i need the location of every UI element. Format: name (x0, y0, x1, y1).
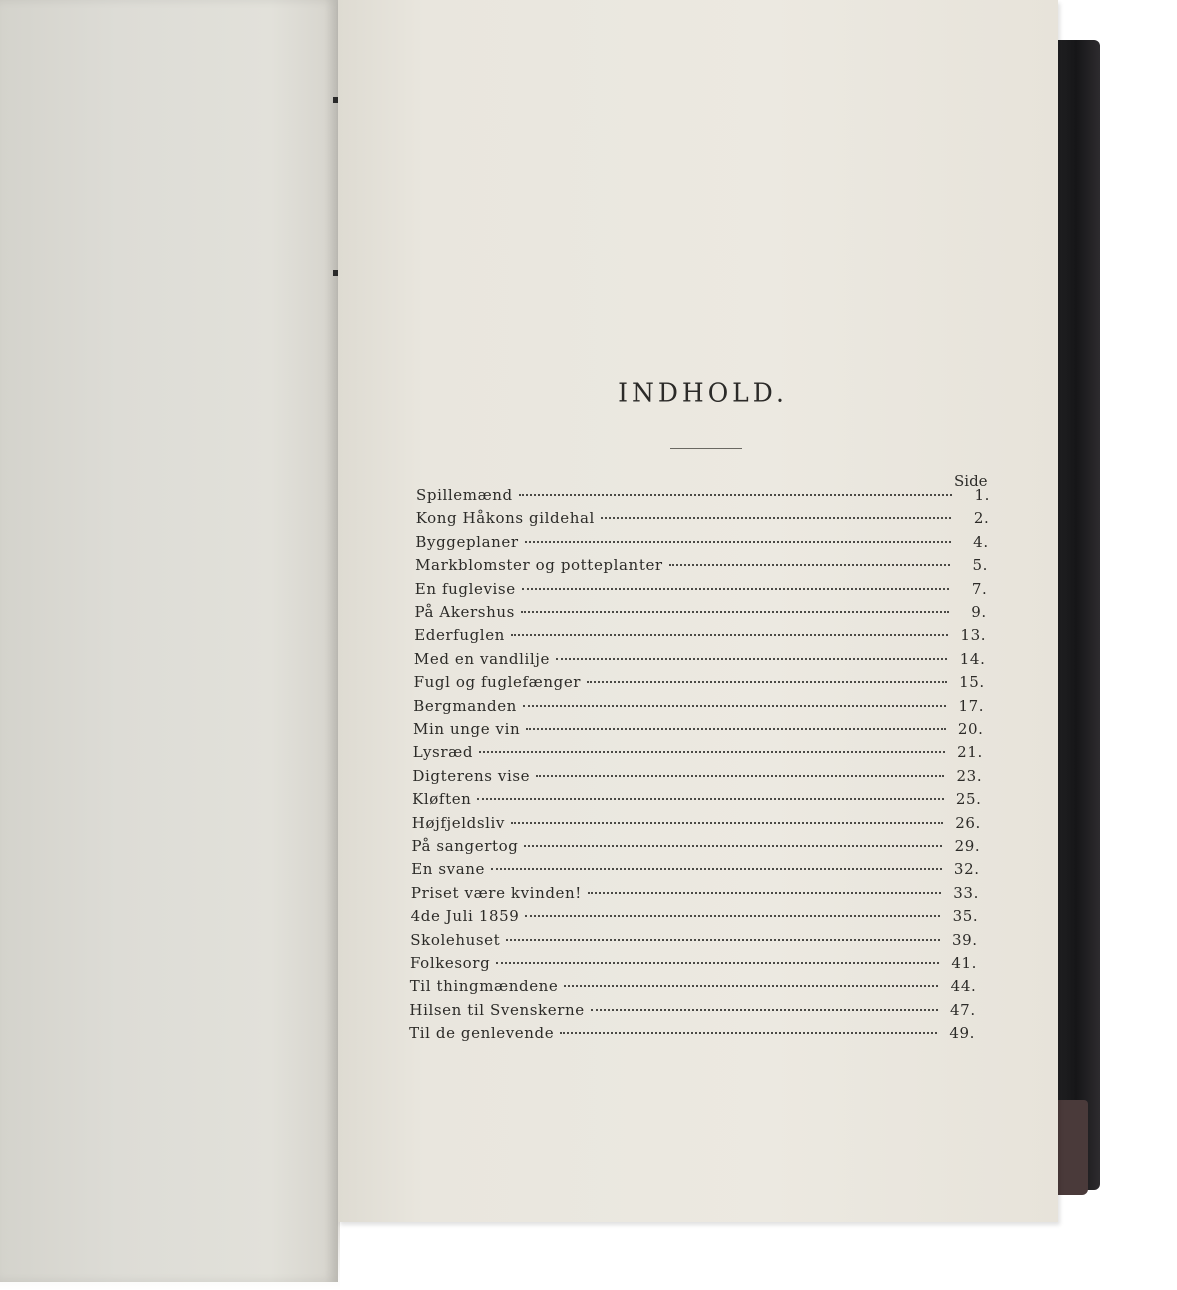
dot-leader (479, 751, 945, 753)
dot-leader (523, 705, 946, 707)
toc-entry (412, 790, 981, 812)
toc-entry (412, 767, 982, 789)
dot-leader (491, 868, 942, 870)
toc-entry-title: På Akershus (414, 603, 515, 621)
dot-leader (536, 775, 944, 777)
toc-entry-page: 5. (972, 556, 989, 575)
toc-entry-title: Skolehuset (410, 930, 501, 949)
toc-entry (413, 697, 984, 719)
dot-leader (524, 845, 942, 847)
toc-entry-title: Til de genlevende (409, 1024, 555, 1043)
toc-entry-page: 2. (973, 509, 990, 528)
toc-entry-title: Digterens vise (412, 766, 531, 785)
contents-page (338, 0, 1058, 1222)
toc-entry-title: Spillemænd (416, 486, 513, 504)
toc-entry-title: Lysræd (412, 743, 474, 762)
toc-entry-title: Bergmanden (413, 696, 517, 715)
dot-leader (511, 822, 943, 824)
toc-entry (416, 486, 990, 508)
toc-entry (416, 509, 990, 531)
toc-entry-title: 4de Juli 1859 (410, 907, 520, 926)
dot-leader (591, 1009, 938, 1011)
toc-entry (414, 626, 986, 648)
dot-leader (587, 681, 947, 683)
toc-entry-title: Kong Håkons gildehal (415, 509, 595, 528)
toc-entry (409, 1001, 975, 1023)
toc-entry (415, 556, 988, 578)
dot-leader (521, 611, 949, 613)
dot-leader (511, 634, 948, 636)
dot-leader (564, 985, 938, 987)
toc-entry-title: En svane (411, 860, 486, 879)
dot-leader (560, 1032, 937, 1034)
toc-entry-page: 23. (956, 766, 983, 785)
toc-entry-title: Min unge vin (413, 720, 521, 738)
left-page (0, 0, 338, 1282)
toc-entry-page: 1. (974, 486, 990, 504)
toc-entry-title: Hilsen til Svenskerne (409, 1000, 585, 1019)
toc-entry (410, 954, 977, 976)
dot-leader (669, 564, 950, 566)
dot-leader (522, 588, 950, 590)
toc-entry-page: 21. (957, 743, 983, 762)
toc-entry-page: 15. (959, 673, 985, 692)
toc-entry (412, 837, 981, 859)
toc-entry-title: Ederfuglen (414, 626, 505, 645)
dot-leader (525, 541, 951, 543)
toc-entry-title: Til thingmændene (409, 977, 559, 996)
toc-entry (415, 603, 987, 625)
toc-entry-title: Fugl og fuglefænger (413, 673, 582, 692)
toc-entry-page: 47. (950, 1000, 976, 1019)
toc-entry-page: 32. (953, 860, 980, 879)
toc-entry (411, 860, 979, 882)
dot-leader (601, 517, 951, 519)
toc-entry (413, 743, 983, 765)
toc-entry-page: 41. (951, 954, 977, 972)
dot-leader (556, 658, 947, 660)
toc-entry (415, 533, 988, 555)
dot-leader (526, 728, 945, 730)
toc-entry (414, 673, 985, 695)
toc-entry-page: 20. (957, 720, 984, 738)
cover-edge (1058, 1100, 1088, 1195)
toc-entry-page: 33. (953, 883, 979, 902)
toc-entry (411, 884, 979, 906)
toc-entry-page: 13. (960, 626, 987, 645)
toc-entry-page: 26. (955, 813, 981, 832)
contents-list (338, 0, 1058, 1222)
toc-entry-title: Højfjeldsliv (411, 813, 506, 832)
toc-entry-page: 49. (949, 1024, 976, 1043)
dot-leader (519, 494, 952, 496)
toc-entry-page: 44. (950, 977, 977, 996)
toc-entry-title: På sangertog (411, 837, 519, 855)
toc-entry-page: 14. (959, 649, 986, 668)
toc-entry (409, 1024, 975, 1046)
toc-entry-title: Med en vandlilje (413, 649, 551, 668)
page-title: INDHOLD. (618, 377, 788, 408)
toc-entry (412, 814, 981, 836)
toc-entry (411, 907, 979, 929)
toc-entry-title: Priset være kvinden! (410, 883, 582, 902)
toc-entry (410, 931, 977, 953)
toc-entry (415, 580, 988, 602)
toc-entry (410, 977, 977, 999)
page-column-label: Side (954, 472, 988, 490)
dot-leader (525, 915, 940, 917)
toc-entry-page: 4. (973, 532, 989, 551)
toc-entry-page: 17. (958, 696, 985, 715)
dot-leader (496, 962, 939, 964)
dot-leader (506, 939, 939, 941)
toc-entry-page: 9. (971, 603, 987, 621)
toc-entry (413, 720, 984, 742)
toc-entry-page: 35. (952, 907, 979, 926)
toc-entry-title: Byggeplaner (415, 532, 519, 551)
toc-entry-page: 29. (954, 837, 981, 855)
toc-entry (414, 650, 986, 672)
dot-leader (477, 798, 943, 800)
toc-entry-title: Markblomster og potteplanter (415, 556, 663, 575)
toc-entry-page: 7. (971, 579, 988, 598)
toc-entry-title: En fuglevise (414, 579, 516, 598)
dot-leader (588, 892, 941, 894)
toc-entry-title: Kløften (412, 790, 472, 809)
toc-entry-page: 25. (955, 790, 982, 809)
toc-entry-title: Folkesorg (410, 954, 491, 972)
toc-entry-page: 39. (951, 930, 978, 949)
